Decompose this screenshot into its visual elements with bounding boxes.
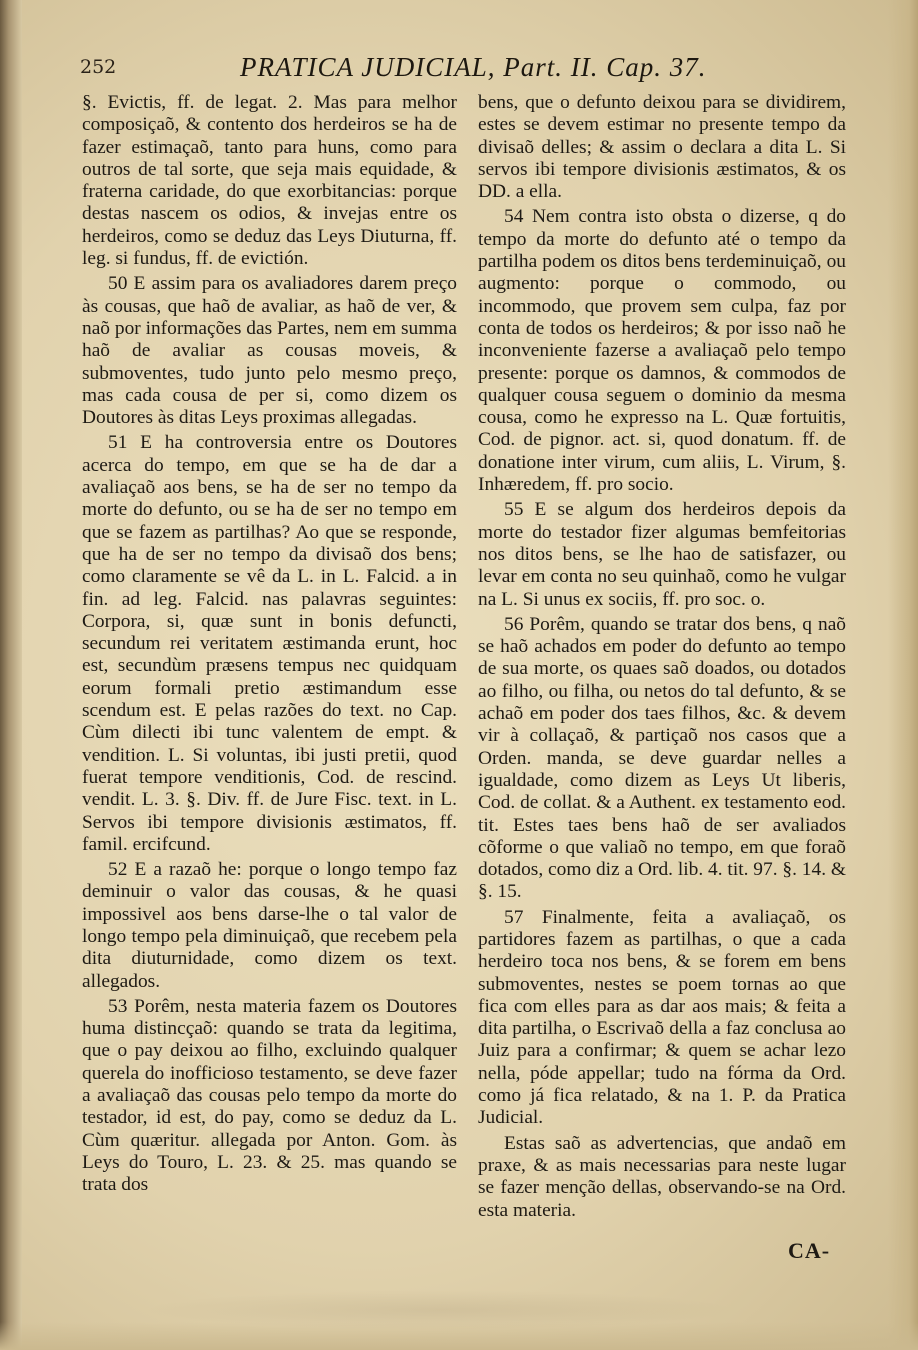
- paragraph: 55 E se algum dos herdeiros depois da morte do testador fizer algumas bemfeitorias nos ditos bens, se lhe hao de satisfazer, ou levar em conta no seu quinhaõ, como he vulgar na L. Si unus ex sociis, ff. pro soc. o.: [478, 499, 846, 610]
- page-number: 252: [80, 56, 117, 78]
- page-edge-shadow: [888, 0, 918, 1350]
- paragraph: 54 Nem contra isto obsta o dizerse, q do tempo da morte do defunto até o tempo da partilha podem os ditos bens terdeminuiçaõ, ou augmento: porque o commodo, ou incommodo, que provem sem culpa, faz por conta de todos os herdeiros; & por isso naõ he inconveniente fazerse a avaliaçaõ pelo tempo presente: porque os damnos, & commodos de qualquer cousa seguem o dominio da mesma cousa, como he expresso na L. Quæ fortuitis, Cod. de pignor. act. si, quod donatum. ff. de donatione inter virum, cum aliis, L. Virum, §. Inhæredem, ff. pro socio.: [478, 206, 846, 496]
- paragraph: 52 E a razaõ he: porque o longo tempo faz deminuir o valor das cousas, & he quasi impossivel aos bens darse-lhe o tal valor de longo tempo pela diminuiçaõ, que recebem pela dita diuturnidade, como dizem os text. allegados.: [82, 859, 457, 992]
- page-header: [70, 52, 860, 92]
- paragraph: 56 Porêm, quando se tratar dos bens, q naõ se haõ achados em poder do defunto ao tempo de sua morte, os quaes saõ doados, ou dotados ao filho, ou filha, ou netos do tal defunto, & se achaõ em poder dos taes filhos, &c. & devem vir à collaçaõ, & partiçaõ nos casos que a Orden. manda, se deve guardar nelles a igualdade, como dizem as Leys Ut liberis, Cod. de collat. & a Authent. ex testamento eod. tit. Estes taes bens haõ de ser avaliados cõforme o que valiaõ no tempo, em que foraõ dotados, como diz a Ord. lib. 4. tit. 97. §. 14. & §. 15.: [478, 613, 846, 903]
- right-column: [478, 92, 846, 1225]
- catchword: CA-: [788, 1238, 831, 1263]
- paragraph: 57 Finalmente, feita a avaliaçaõ, os partidores fazem as partilhas, o que a cada herdeiro toca nos bens, & se forem em bens submoventes, nestes se poem tornas ao que fica com elles para as dar aos mais; & feita a dita partilha, o Escrivaõ della a faz conclusa ao Juiz para a confirmar; & quem se achar lezo nella, póde appellar; tudo na fórma da Ord. como já fica relatado, & na 1. P. da Pratica Judicial.: [478, 906, 846, 1129]
- paragraph: §. Evictis, ff. de legat. 2. Mas para melhor composiçaõ, & contento dos herdeiros se ha de fazer estimaçaõ, tanto para huns, como para outros de tal sorte, que seja mais equidade, & fraterna caridade, do que exorbitancias: porque destas nascem os odios, & invejas entre os herdeiros, como se deduz das Leys Diuturna, ff. leg. si fundus, ff. de evictión.: [82, 92, 457, 270]
- paragraph: bens, que o defunto deixou para se dividirem, estes se devem estimar no presente tempo da divisaõ delles; & assim o declara a dita L. Si servos ibi tempore divisionis æstimatos, & os DD. a ella.: [478, 92, 846, 203]
- paragraph: Estas saõ as advertencias, que andaõ em praxe, & as mais necessarias para neste lugar se fazer menção dellas, observando-se na Ord. esta materia.: [478, 1132, 846, 1221]
- page-gutter: [0, 0, 22, 1350]
- running-head: PRATICA JUDICIAL, Part. II. Cap. 37.: [240, 52, 707, 82]
- paragraph: 50 E assim para os avaliadores darem preço às cousas, que haõ de avaliar, as haõ de ver, & naõ por informações das Partes, nem em summa haõ de avaliar as cousas moveis, & submoventes, tudo junto pelo mesmo preço, mas cada cousa de per si, como dizem os Doutores às ditas Leys proximas allegadas.: [82, 273, 457, 429]
- paragraph: 51 E ha controversia entre os Doutores acerca do tempo, em que se ha de dar a avaliaçaõ aos bens, se ha de ser no tempo da morte do defunto, ou se ha de ser no tempo em que se fazem as partilhas? Ao que se responde, que ha de ser no tempo da divisaõ dos bens; como claramente se vê da L. in L. Falcid. a in fin. ad leg. Falcid. nas palavras seguintes: Corpora, si, quæ sunt in bonis defuncti, secundum rei veritatem æstimanda erunt, hoc est, secundùm præsens tempus nec quidquam eorum formali pretio æstimandum esse scendum est. E pelas razões do text. no Cap. Cùm dilecti ibi tunc valentem de empt. & vendition. L. Si voluntas, ibi justi pretii, quod fuerat tempore venditionis, Cod. de rescind. vendit. L. 3. §. Div. ff. de Jure Fisc. text. in L. Servos ibi tempore divisionis æstimatos, ff. famil. ercifcund.: [82, 432, 457, 855]
- ink-bleed: [140, 1290, 740, 1330]
- left-column: [82, 92, 457, 1200]
- paragraph: 53 Porêm, nesta materia fazem os Doutores huma distincçaõ: quando se trata da legitima, que o pay deixou ao filho, excluindo qualquer querela do inofficioso testamento, se deve fazer a avaliaçaõ das cousas pelo tempo da morte do testador, id est, do pay, como se deduz da L. Cùm quæritur. allegada por Anton. Gom. às Leys do Touro, L. 23. & 25. mas quando se trata dos: [82, 995, 457, 1196]
